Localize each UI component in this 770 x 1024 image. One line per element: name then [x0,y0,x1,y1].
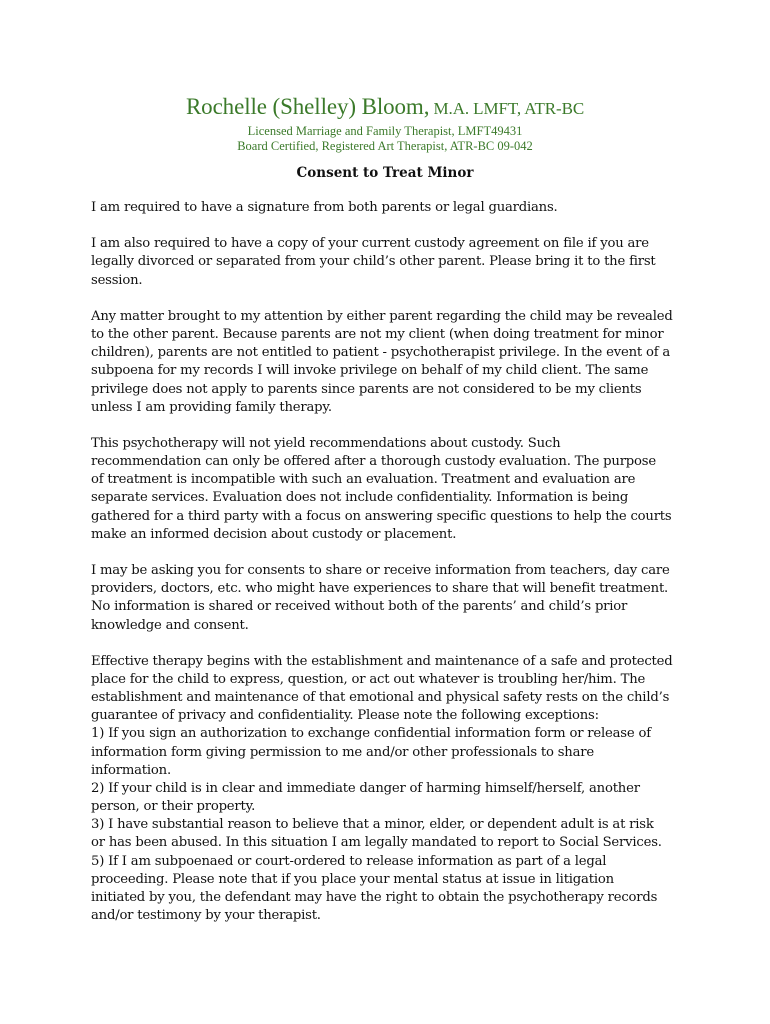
therapist-name: Rochelle (Shelley) Bloom, [185,94,430,119]
text-line: subpoena for my records I will invoke privilege on behalf of my child client. The same [91,363,649,379]
text-line: to the other parent. Because parents are not my client (when doing treatment for minor [91,327,664,343]
therapist-credentials: M.A. LMFT, ATR-BC [429,99,585,118]
text-line: 5) If I am subpoenaed or court-ordered to release information as part of a legal [91,853,607,869]
text-line: privilege does not apply to parents since parents are not considered to be my clients [91,381,642,397]
text-line: initiated by you, the defendant may have the right to obtain the psychotherapy records [91,889,658,905]
certification-line: Board Certified, Registered Art Therapist, ATR-BC 09-042 [237,139,533,153]
text-line: recommendation can only be offered after a thorough custody evaluation. The purpose [91,454,656,470]
document-title: Consent to Treat Minor [296,165,474,181]
text-line: I may be asking you for consents to share or receive information from teachers, day care [91,563,670,579]
text-line: and/or testimony by your therapist. [91,908,321,924]
paragraph [91,199,683,217]
text-line: 1) If you sign an authorization to exchange confidential information form or release of [91,726,651,742]
paragraph [91,435,683,544]
text-line: guarantee of privacy and confidentiality. Please note the following exceptions: [91,708,599,724]
letterhead [0,92,770,154]
text-line: This psychotherapy will not yield recommendations about custody. Such [91,435,561,451]
text-line: information. [91,762,171,778]
text-line: proceeding. Please note that if you place your mental status at issue in litigation [91,871,614,887]
license-line: Licensed Marriage and Family Therapist, LMFT49431 [247,124,523,138]
text-line: place for the child to express, question, or act out whatever is troubling her/him. The [91,671,646,687]
text-line: information form giving permission to me and/or other professionals to share [91,744,594,760]
text-line: of treatment is incompatible with such an evaluation. Treatment and evaluation are [91,472,636,488]
text-line: person, or their property. [91,799,256,815]
paragraph [91,562,683,635]
text-line: unless I am providing family therapy. [91,399,332,415]
therapist-name-line [0,92,770,124]
text-line: No information is shared or received without both of the parents’ and child’s prior [91,599,628,615]
paragraph [91,653,683,925]
paragraph [91,235,683,289]
text-line: establishment and maintenance of that emotional and physical safety rests on the child’s [91,690,670,706]
text-line: I am also required to have a copy of your current custody agreement on file if you are [91,236,649,252]
text-line: 3) I have substantial reason to believe that a minor, elder, or dependent adult is at risk [91,817,654,833]
text-line: make an informed decision about custody or placement. [91,526,457,542]
text-line: children), parents are not entitled to patient - psychotherapist privilege. In the event of a [91,345,671,361]
text-line: knowledge and consent. [91,617,249,633]
text-line: I am required to have a signature from both parents or legal guardians. [91,200,558,215]
text-line: or has been abused. In this situation I am legally mandated to report to Social Services. [91,835,662,851]
text-line: separate services. Evaluation does not include confidentiality. Information is being [91,490,629,506]
text-line: session. [91,272,143,288]
text-line: legally divorced or separated from your child’s other parent. Please bring it to the first [91,254,656,270]
text-line: Effective therapy begins with the establishment and maintenance of a safe and protected [91,653,673,669]
text-line: gathered for a third party with a focus on answering specific questions to help the courts [91,508,672,524]
text-line: providers, doctors, etc. who might have experiences to share that will benefit treatment. [91,581,669,597]
text-line: 2) If your child is in clear and immediate danger of harming himself/herself, another [91,780,640,796]
document-body [91,199,683,943]
paragraph [91,308,683,417]
text-line: Any matter brought to my attention by either parent regarding the child may be revealed [91,308,673,324]
